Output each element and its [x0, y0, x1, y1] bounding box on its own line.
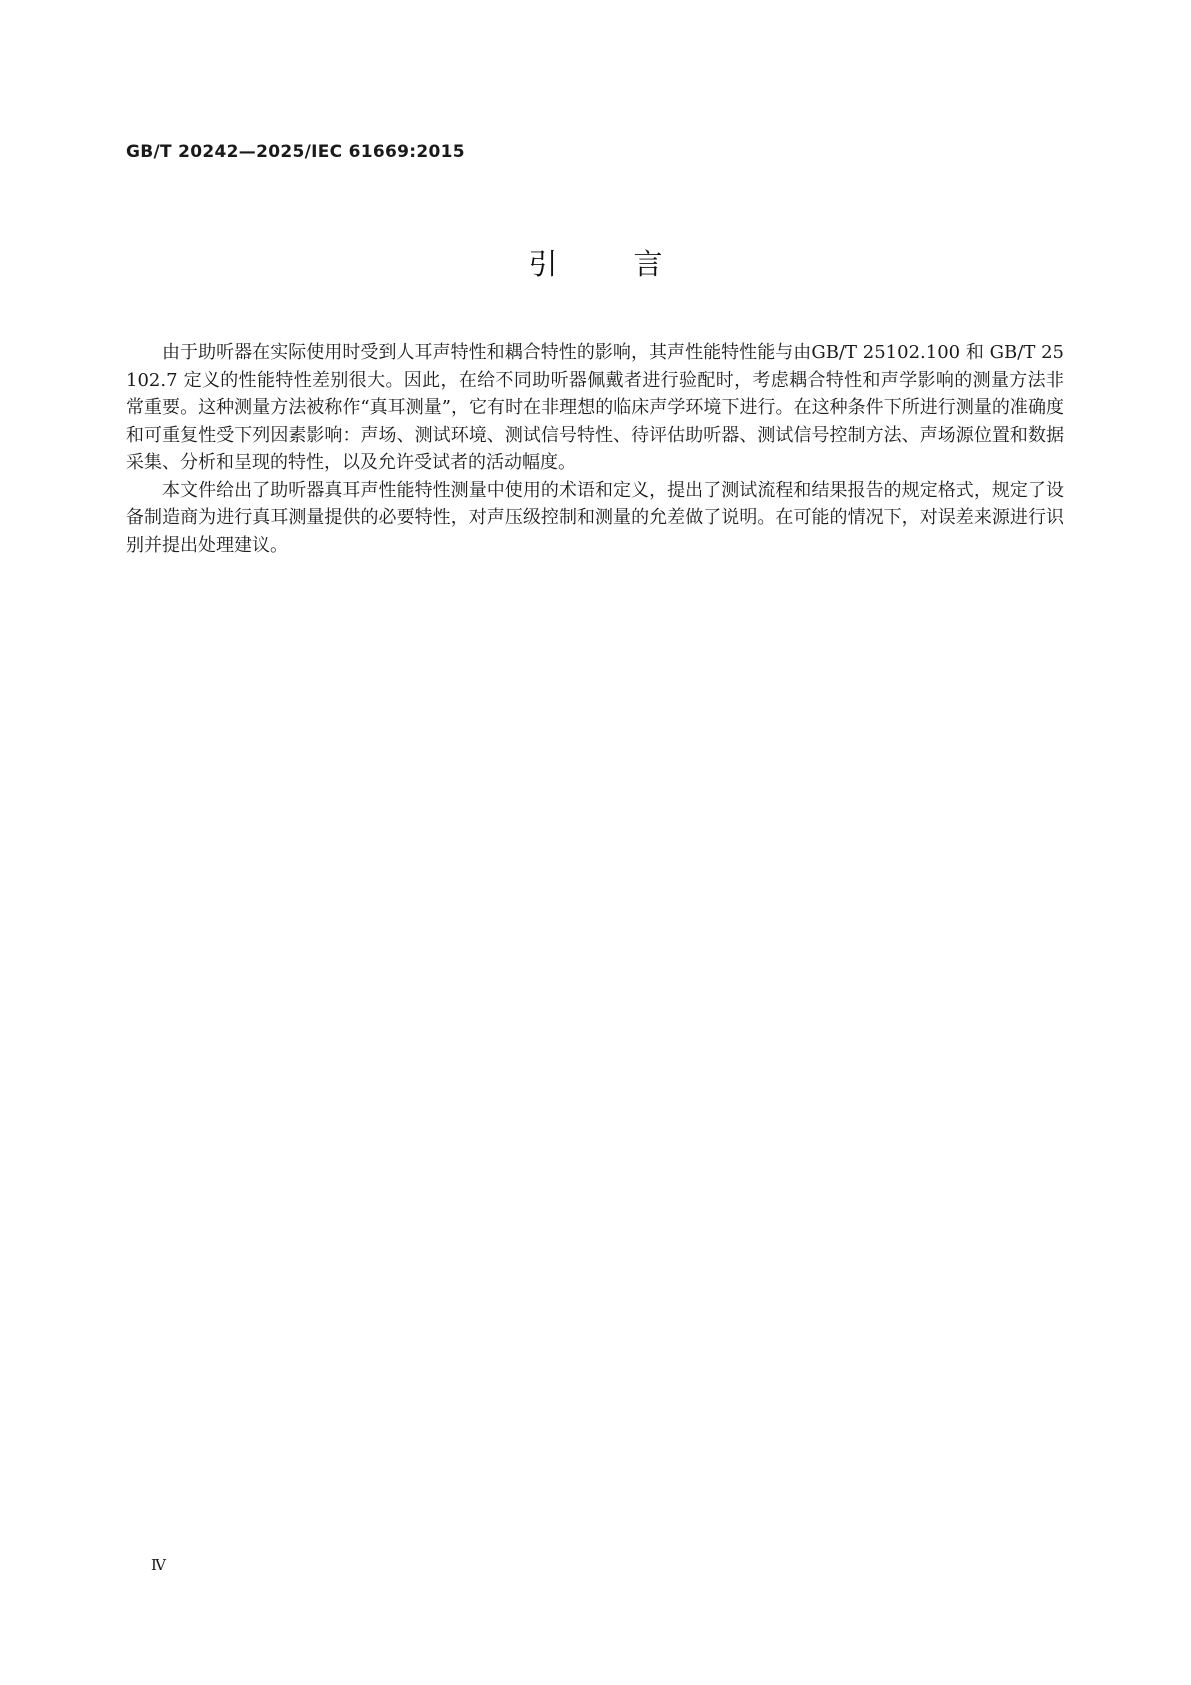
section-title	[0, 244, 1191, 284]
introduction-paragraph-2: 本文件给出了助听器真耳声性能特性测量中使用的术语和定义，提出了测试流程和结果报告的规定格式，规定了设备制造商为进行真耳测量提供的必要特性，对声压级控制和测量的允差做了说明。在可能的情况下，对误差来源进行识别并提出处理建议。	[126, 479, 1064, 556]
introduction-paragraph-1: 由于助听器在实际使用时受到人耳声特性和耦合特性的影响，其声性能特性能与由GB/T 25102.100 和 GB/T 25102.7 定义的性能特性差别很大。因此，在给不同助听器佩戴者进行验配时，考虑耦合特性和声学影响的测量方法非常重要。这种测量方法被称作“真耳测量”，它有时在非理想的临床声学环境下进行。在这种条件下所进行测量的准确度和可重复性受下列因素影响：声场、测试环境、测试信号特性、待评估助听器、测试信号控制方法、声场源位置和数据采集、分析和呈现的特性，以及允许受试者的活动幅度。	[126, 342, 1064, 473]
section-title-char-2: 言	[633, 247, 663, 281]
page-number: Ⅳ	[151, 1556, 166, 1574]
standard-number-header: GB/T 20242—2025/IEC 61669:2015	[126, 142, 465, 162]
section-title-char-1: 引	[528, 247, 558, 281]
introduction-body	[126, 339, 1064, 559]
